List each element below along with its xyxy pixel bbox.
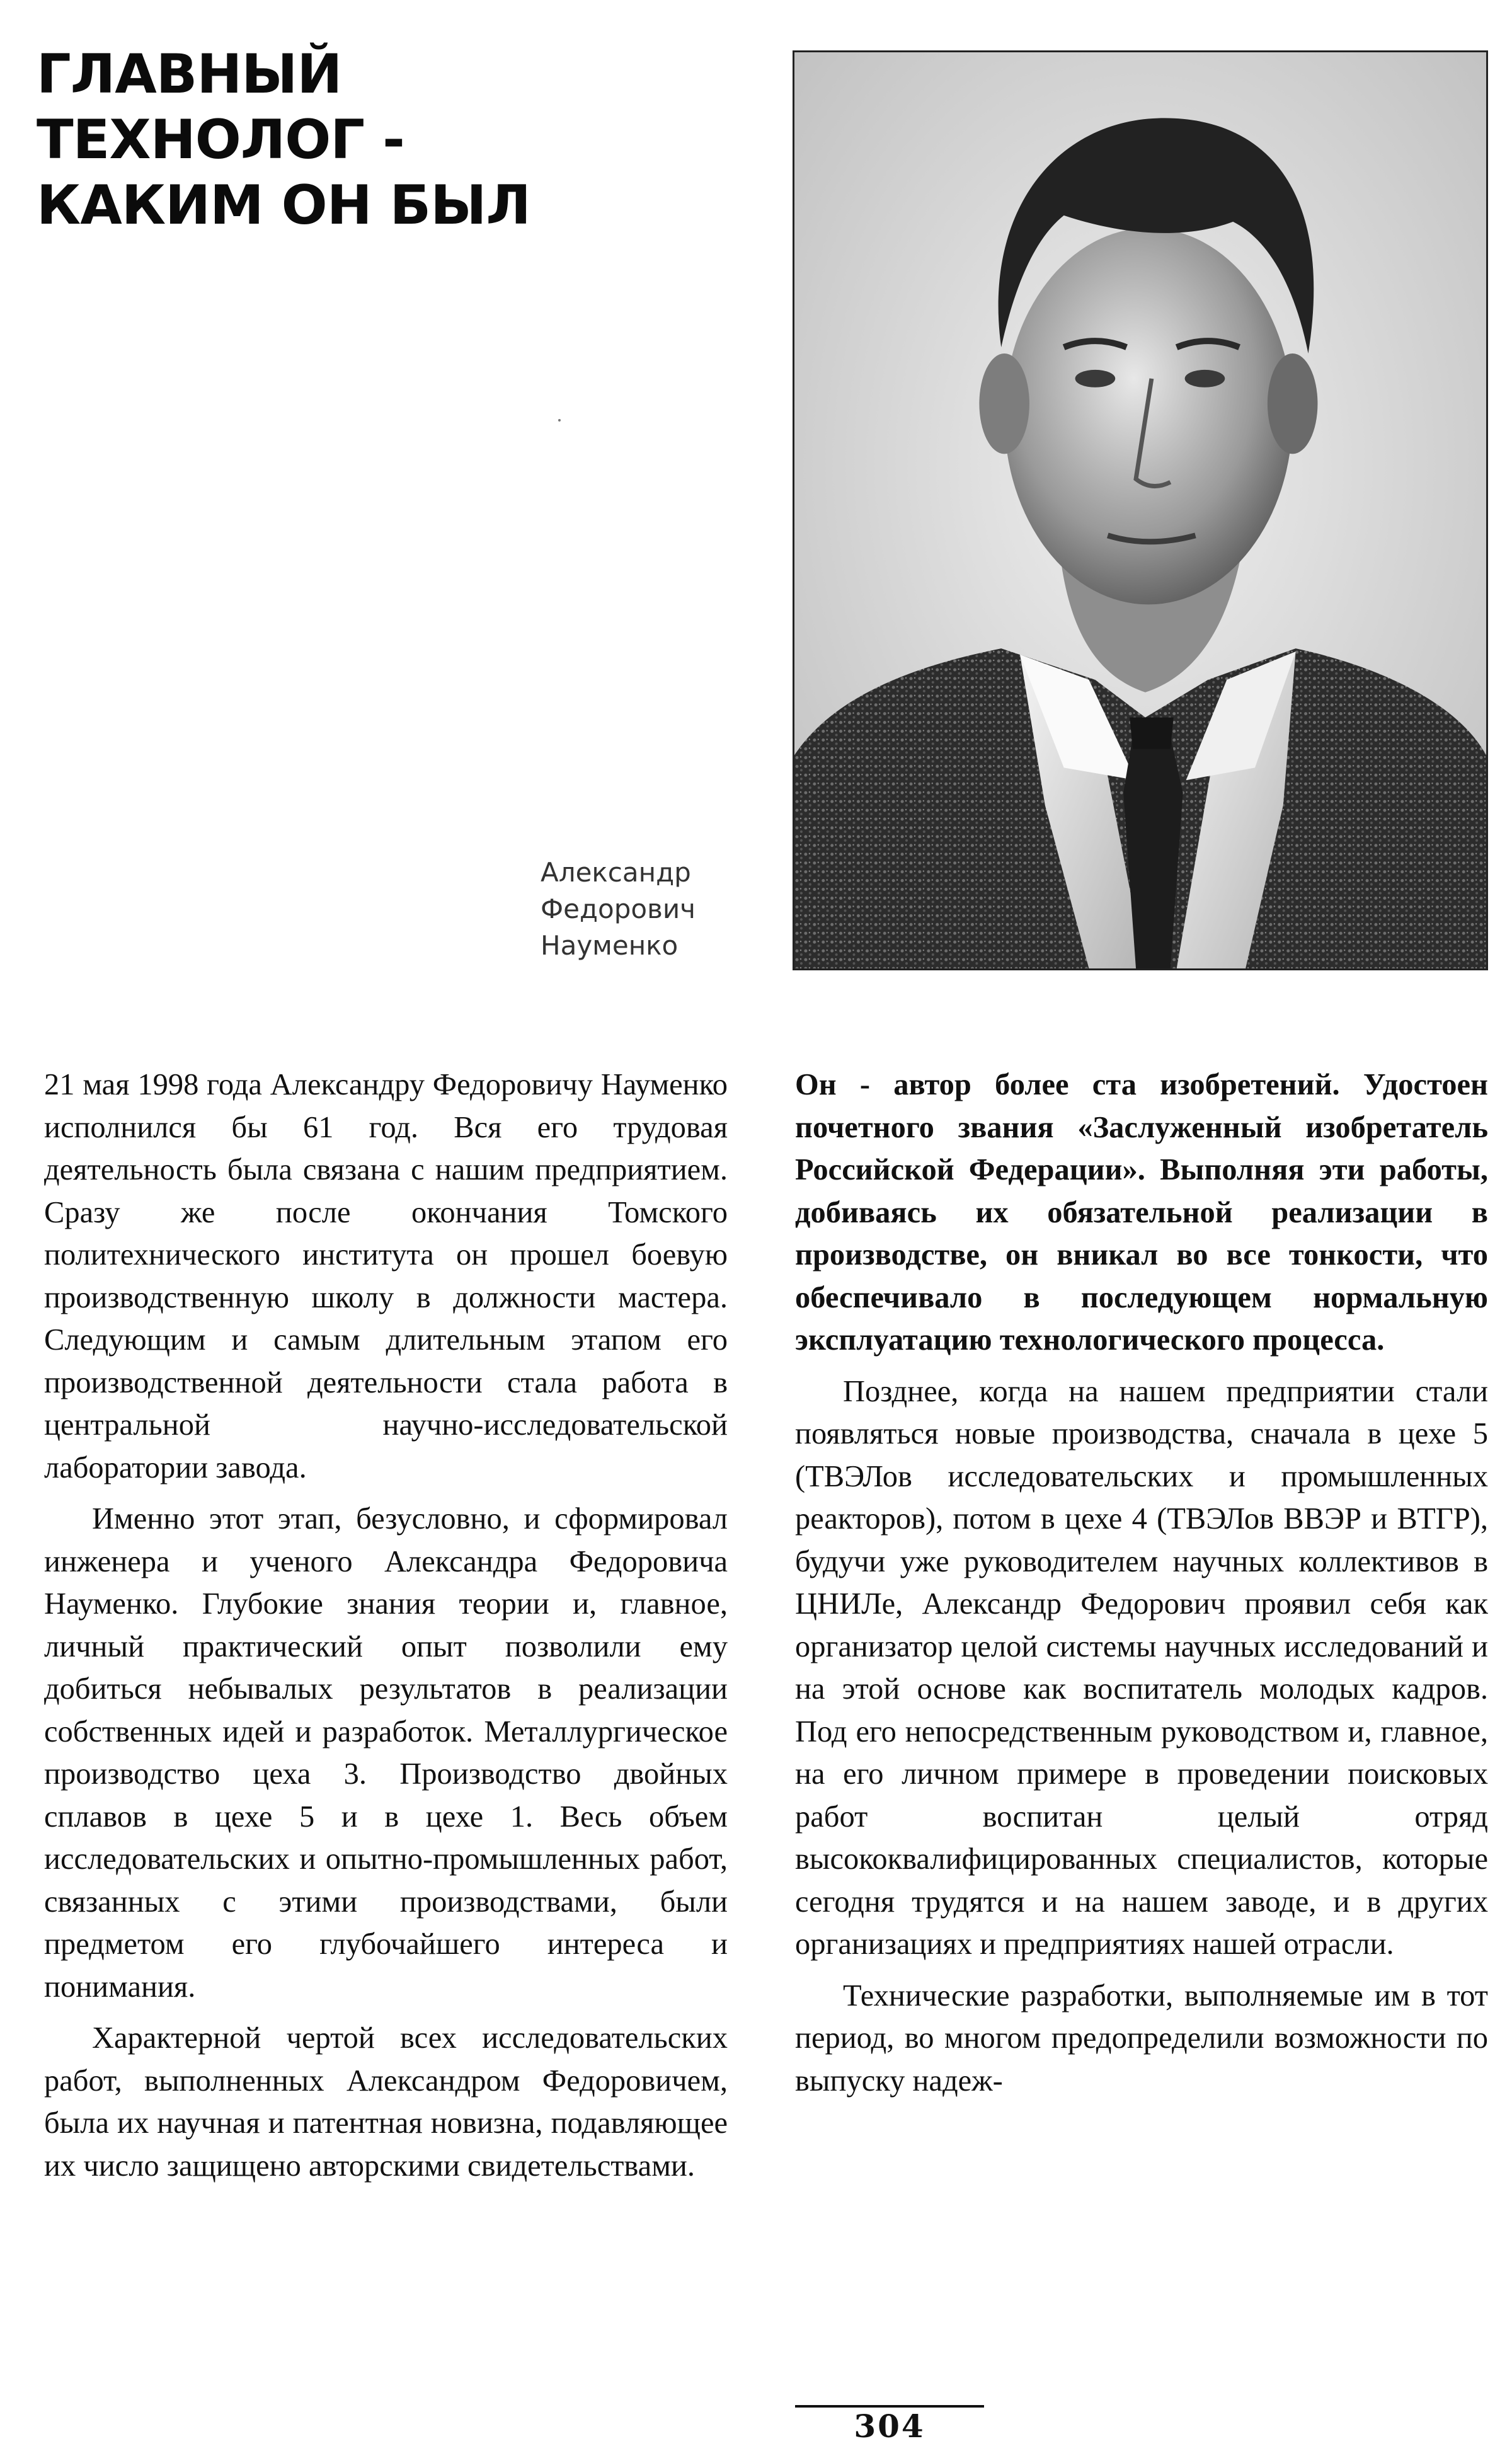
portrait-photo: [793, 50, 1488, 970]
right-paragraph-3: Технические разработки, выполняемые им в тот период, во многом предопределили возможности по выпуску надеж-: [795, 1978, 1488, 2098]
title-line-3: КАКИМ ОН БЫЛ: [37, 174, 530, 237]
print-speck: [558, 419, 561, 422]
right-text-column: [795, 1064, 1488, 2111]
caption-line-1: Александр: [541, 857, 691, 888]
article-title: [37, 42, 730, 238]
caption-line-2: Федорович: [541, 893, 696, 924]
left-paragraph-1: 21 мая 1998 года Александру Федоровичу Науменко исполнился бы 61 год. Вся его трудовая деятельность была связана с нашим предприятием. Сразу же после окончания Томского политехнического института он прошел боевую производственную школу в должности мастера. Следующим и самым длительным этапом его производственной деятельности стала работа в центральной научно-исследовательской лаборатории завода.: [44, 1068, 728, 1484]
left-text-column: [44, 1064, 728, 2196]
title-line-2: ТЕХНОЛОГ -: [37, 108, 404, 171]
left-paragraph-3: Характерной чертой всех исследовательских работ, выполненных Александром Федоровичем, была их научная и патентная новизна, подавляющее их число защищено авторскими свидетельствами.: [44, 2021, 728, 2183]
page-number: 304: [854, 2408, 925, 2445]
title-line-1: ГЛАВНЫЙ: [37, 43, 342, 106]
right-paragraph-1: Он - автор более ста изобретений. Удостоен почетного звания «Заслуженный изобретатель Российской Федерации». Выполняя эти работы, добиваясь их обязательной реализации в производстве, он вникал во все тонкости, что обеспечивало в последующем нормальную эксплуатацию технологического процесса.: [795, 1068, 1488, 1357]
left-paragraph-2: Именно этот этап, безусловно, и сформировал инженера и ученого Александра Федоровича Науменко. Глубокие знания теории и, главное, личный практический опыт позволили ему добиться небывалых результатов в реализации собственных идей и разработок. Металлургическое производство цеха 3. Производство двойных сплавов в цехе 5 и в цехе 1. Весь объем исследовательских и опытно-промышленных работ, связанных с этими производствами, были предметом его глубочайшего интереса и понимания.: [44, 1502, 728, 2004]
portrait-illustration: [794, 52, 1486, 968]
caption-line-3: Науменко: [541, 930, 679, 961]
right-paragraph-2: Позднее, когда на нашем предприятии стали появляться новые производства, сначала в цехе 5 (ТВЭЛов исследовательских и промышленных реакторов), потом в цехе 4 (ТВЭЛов ВВЭР и ВТГР), будучи уже руководителем научных коллективов в ЦНИЛе, Александр Федорович проявил себя как организатор целой системы научных исследований и на этой основе как воспитатель молодых кадров. Под его непосредственным руководством и, главное, на его личном примере в проведении поисковых работ воспитан целый отряд высококвалифицированных специалистов, которые сегодня трудятся и на нашем заводе, и в других организациях и предприятиях нашей отрасли.: [795, 1374, 1488, 1961]
photo-caption: [541, 854, 767, 964]
